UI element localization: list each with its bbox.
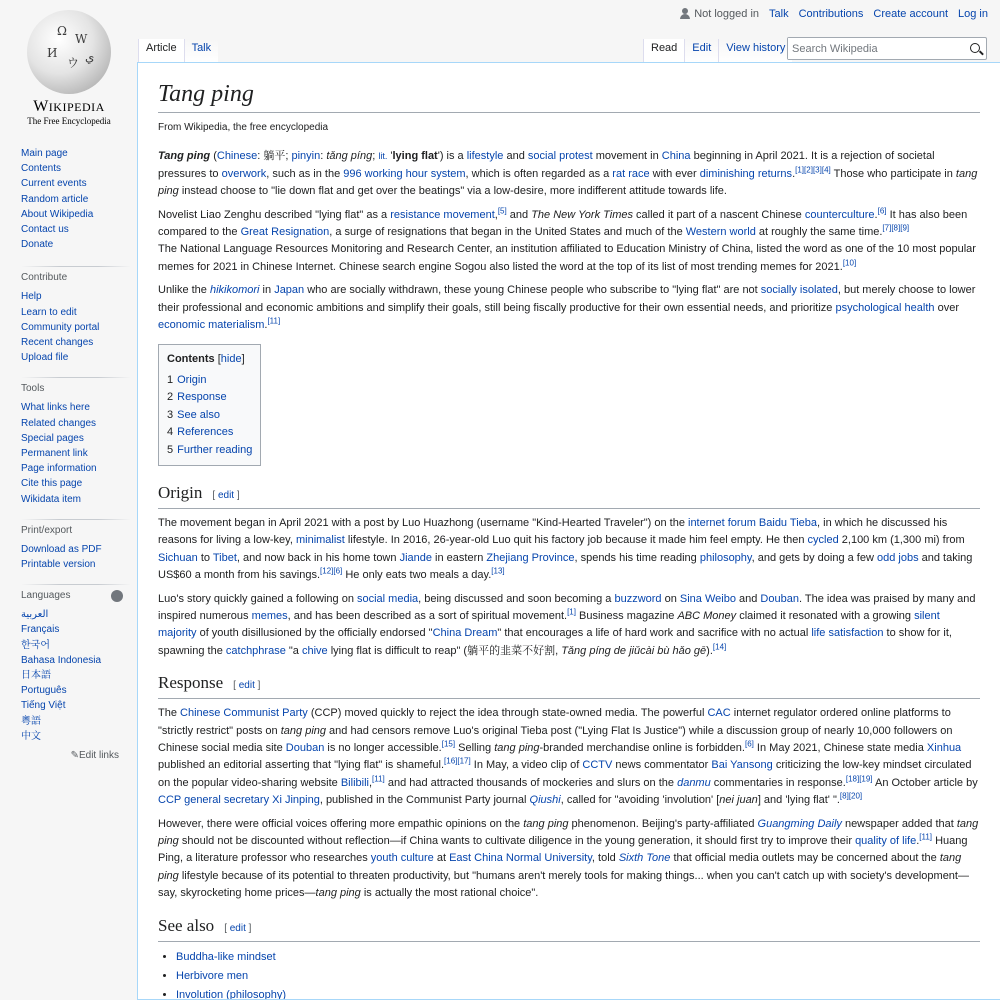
puzzle-globe-icon: Ω W И ウ ي [27,10,111,94]
languages-portal [21,590,131,761]
article-content [137,62,1000,1000]
sidebar-item-random-article[interactable]: Random article [21,193,89,205]
sidebar-item-contact[interactable]: Contact us [21,224,69,236]
toc-number: 1 [167,373,174,386]
link-xi-jinping[interactable]: CCP general secretary Xi Jinping [158,794,320,807]
tools-heading: Tools [21,383,45,395]
tab-read[interactable] [643,39,684,62]
see-also-link[interactable]: Involution (philosophy) [176,988,287,1000]
sidebar-item-main-page[interactable]: Main page [21,148,68,159]
section-title: See also [158,915,215,935]
toc-link-further-reading[interactable]: Further reading [177,443,253,456]
section-title: Origin [158,482,203,502]
link-psychological-health[interactable]: psychological health [835,301,935,314]
see-also-link[interactable]: Herbivore men [176,969,249,982]
toc-item[interactable] [167,407,252,424]
link-great-resignation[interactable]: Great Resignation [240,226,330,239]
link-qiushi[interactable]: Qiushi [529,794,561,807]
contribute-portal [21,272,131,365]
citation[interactable]: [6] [333,566,343,576]
search-icon[interactable] [970,43,980,53]
view-tabs [643,39,792,62]
origin-paragraph-1: The movement began in April 2021 with a post by Luo Huazhong (username "Kind-Hearted Traveler") on the internet forum Baidu Tieba, in which he discussed his reasons for living a low-key, minimalist lifestyle. In 2016, 26-year-old Luo quit his factory job because it made him feel empty. He then cycled 2,100 km (1,300 mi) from Sichuan to Tibet, and now back in his home town Jiande in eastern Zhejiang Province, spends his time reading philosophy, and gets by doing a few odd jobs and taking US$60 a month from his savings.[12][6] He only eats two meals a day.[13] [158,516,973,582]
link-catchphrase[interactable]: catchphrase [225,644,286,657]
list-item [176,967,980,986]
citation[interactable]: [2] [804,165,813,175]
link-diminishing-returns[interactable]: diminishing returns [699,167,793,180]
tab-talk-label: Talk [191,42,212,54]
sidebar-item-lang-fr[interactable]: Français [21,624,60,636]
toc-title: Contents [hide] [167,353,245,366]
sidebar-item-lang-ja[interactable]: 日本語 [21,670,51,682]
page-title: Tang ping [158,78,980,113]
section-heading-origin: Origin [ edit ] [158,482,980,509]
list-item [176,948,980,967]
sidebar-item-lang-pt[interactable]: Português [21,685,67,697]
sidebar-item-lang-vi[interactable]: Tiếng Việt [21,700,66,712]
link-sina-weibo[interactable]: Sina Weibo [679,592,736,605]
citation[interactable]: [8] [891,223,901,233]
link-overwork[interactable]: overwork [221,167,267,180]
print-heading: Print/export [21,524,73,536]
intro-paragraph-1: Tang ping (Chinese: 躺平; pinyin: tǎng píng; lit. 'lying flat') is a lifestyle and social protest movement in China beginning in April 2021. It is a rejection of societal pressures to overwork, such as in the 996 working hour system, which is often regarded as a rat race with ever diminishing returns.[1][2][3][4] Those who participate in tang ping instead choose to "lie down flat and get over the beatings" via a low-desire, more indifferent attitude towards life. [158,150,978,198]
tab-article[interactable] [138,39,184,62]
link-baidu-tieba[interactable]: internet forum Baidu Tieba [688,516,818,529]
link-pinyin[interactable]: pinyin [291,150,321,163]
link-counterculture[interactable]: counterculture [804,208,875,221]
link-silent-majority[interactable]: silent majority [158,609,940,640]
edit-links-link[interactable]: ✎Edit links [70,750,119,762]
sidebar-item-lang-ko[interactable]: 한국어 [21,639,50,651]
sidebar-item-permanent-link[interactable]: Permanent link [21,448,88,460]
sidebar-item-lang-id[interactable]: Bahasa Indonesia [21,654,102,666]
wikipedia-logo[interactable] [14,10,124,126]
link-sichuan[interactable]: Sichuan [158,551,198,564]
citation[interactable]: [17] [457,756,471,766]
tools-portal [21,383,131,506]
toc-item[interactable] [167,442,252,459]
link-sixth-tone[interactable]: Sixth Tone [618,852,671,865]
response-paragraph-1: The Chinese Communist Party (CCP) moved quickly to reject the idea through state-owned media. The powerful CAC internet regulator ordered online platforms to "strictly restrict" posts on tang ping and had censors remove Luo's original Tieba post ("Lying Flat Is Justice") while a discussion group of nearly 10,000 followers on Chinese social media site Douban is no longer accessible.[15] Selling tang ping-branded merchandise online is forbidden.[6] In May 2021, Chinese state media Xinhua published an editorial asserting that "lying flat" is shameful.[16][17] In May, a video clip of CCTV news commentator Bai Yansong criticizing the low-key mindset circulated on the popular video-sharing website Bilibili,[11] and had attracted thousands of mockeries and slurs on the danmu commentaries in response.[18][19] An October article by CCP general secretary Xi Jinping, published in the Communist Party journal Qiushi, called for "avoiding 'involution' [nei juan] and 'lying flat' ".[8][20] [158,707,978,807]
link-life-satisfaction[interactable]: life satisfaction [811,627,884,640]
link-lifestyle[interactable]: lifestyle [466,150,504,163]
citation[interactable]: [11] [267,316,281,326]
intro-paragraph-2: Novelist Liao Zenghu described "lying flat" as a resistance movement,[5] and The New York Times called it part of a nascent Chinese counterculture.[6] It has also been compared to the Great Resignation, a surge of resignations that began in the United States and much of the Western world at roughly the same time.[7][8][9] [158,205,968,239]
sidebar-item-lang-zh[interactable]: 中文 [21,730,41,742]
link-social-media[interactable]: social media [357,592,419,605]
sidebar-item-current-events[interactable]: Current events [21,178,87,190]
tab-talk[interactable] [184,39,219,62]
origin-paragraph-2: Luo's story quickly gained a following on social media, being discussed and soon becoming a buzzword on Sina Weibo and Douban. The idea was praised by many and inspired numerous memes, and has been described as a sort of spiritual movement.[1] Business magazine ABC Money claimed it resonated with a growing silent majority of youth disillusioned by the officially endorsed "China Dream" that encourages a life of hard work and sacrifice with no actual life satisfaction to show for it, spawning the catchphrase "a chive lying flat is difficult to reap" (躺平的韭菜不好割, Tǎng píng de jiǔcài bù hǎo gē).[14] [158,592,976,657]
section-edit-link[interactable]: edit [229,922,246,934]
contributions-link[interactable]: Contributions [798,8,864,20]
link-china-dream[interactable]: China Dream [432,627,498,640]
link-chive[interactable]: chive [301,644,328,657]
link-memes[interactable]: memes [251,609,288,622]
intro-paragraph-4: Unlike the hikikomori in Japan who are socially withdrawn, these young Chinese people who subscribe to "lying flat" are not socially isolated, but merely choose to lower their professional and economic ambitions and simplify their goals, still being fiscally productive for their own essential needs, and prioritize psychological health over economic materialism.[11] [158,284,976,332]
link-cctv[interactable]: CCTV [582,759,613,772]
link-ecnu[interactable]: East China Normal University [449,852,592,865]
sidebar-item-donate[interactable]: Donate [21,239,54,251]
link-lit[interactable]: lit. [378,151,388,162]
citation[interactable]: [3] [812,165,822,175]
citation[interactable]: [16] [444,756,458,766]
sidebar-item-contents[interactable]: Contents [21,163,62,175]
toc-link-see-also[interactable]: See also [177,408,220,421]
tagline: The Free Encyclopedia [27,116,111,126]
toc-number: 4 [167,426,174,439]
link-zhejiang[interactable]: Zhejiang Province [486,551,575,564]
toc-number: 5 [167,443,174,456]
citation[interactable]: [18] [845,774,860,784]
sidebar-item-about[interactable]: About Wikipedia [21,208,94,220]
citation[interactable]: [14] [712,642,727,652]
citation[interactable]: [5] [497,205,507,215]
link-bai-yansong[interactable]: Bai Yansong [711,759,773,772]
link-youth-culture[interactable]: youth culture [370,852,434,865]
namespace-tabs [138,39,218,62]
citation[interactable]: [11] [372,774,385,784]
link-resistance-movement[interactable]: resistance movement [390,208,495,221]
link-xinhua[interactable]: Xinhua [926,741,962,754]
link-western-world[interactable]: Western world [685,226,756,239]
toc-item[interactable] [167,389,252,406]
link-philosophy[interactable]: philosophy [699,551,752,564]
print-portal [21,525,131,572]
link-rat-race[interactable]: rat race [612,167,650,180]
link-danmu[interactable]: danmu [677,776,711,789]
section-heading-response: Response [ edit ] [158,672,980,699]
toc-hide-link[interactable]: hide [220,353,242,366]
link-tibet[interactable]: Tibet [212,551,237,564]
search-input[interactable] [788,38,958,59]
toc-link-origin[interactable]: Origin [177,373,207,386]
sidebar-item-cite-this-page[interactable]: Cite this page [21,478,83,490]
citation[interactable]: [20] [848,791,863,801]
link-minimalist[interactable]: minimalist [295,534,345,547]
section-title: Response [158,673,224,693]
personal-tools [680,8,988,20]
sidebar-item-lang-yue[interactable]: 粵語 [21,715,41,727]
see-also-list [158,948,980,1000]
sidebar-item-special-pages[interactable]: Special pages [21,432,84,444]
citation[interactable]: [11] [919,832,933,842]
link-jiande[interactable]: Jiande [399,551,432,564]
toc-link-references[interactable]: References [177,426,234,439]
link-japan[interactable]: Japan [274,284,305,297]
citation[interactable]: [4] [821,165,831,175]
link-douban-2[interactable]: Douban [285,741,325,754]
link-bilibili[interactable]: Bilibili [340,776,369,789]
section-edit-link[interactable]: edit [238,680,255,692]
languages-heading: Languages [21,590,71,602]
link-cycled[interactable]: cycled [807,534,839,547]
link-economic-materialism[interactable]: economic materialism [158,319,265,332]
citation[interactable]: [7] [882,223,892,233]
sidebar-item-community-portal[interactable]: Community portal [21,321,100,333]
citation[interactable]: [19] [859,774,873,784]
citation[interactable]: [10] [842,258,857,268]
wordmark: WIKIPEDIA [33,98,105,115]
sidebar-item-page-information[interactable]: Page information [21,463,97,475]
toc-number: 2 [167,391,174,404]
tab-edit[interactable] [684,39,718,62]
citation[interactable]: [6] [744,739,754,749]
list-item [176,986,980,1000]
toc-item[interactable] [167,372,252,389]
navigation-menu [21,146,131,252]
link-china[interactable]: China [661,150,691,163]
link-chinese[interactable]: Chinese [216,150,258,163]
sidebar [21,146,131,761]
sidebar-item-recent-changes[interactable]: Recent changes [21,337,94,349]
section-edit-link[interactable]: edit [217,489,235,501]
link-socially-isolated[interactable]: socially isolated [760,284,838,297]
sidebar-item-printable-version[interactable]: Printable version [21,559,96,571]
table-of-contents [158,344,261,465]
tab-view-history[interactable] [718,39,792,62]
link-buzzword[interactable]: buzzword [614,592,662,605]
link-odd-jobs[interactable]: odd jobs [876,551,919,564]
response-paragraph-2: However, there were official voices offering more empathic opinions on the tang ping phenomenon. Beijing's party-affiliated Guangming Daily newspaper added that tang ping should not be discounted without reflection—if China wants to cultivate diligence in the young generation, it should first try to improve their quality of life.[11] Huang Ping, a literature professor who researches youth culture at East China Normal University, told Sixth Tone that official media outlets may be concerned about the tang ping lifestyle because of its potential to threaten productivity, but "humans aren't merely tools for making things... when you can't catch up with society's development—say, skyrocketing home prices—tang ping is actually the most rational choice". [158,817,979,900]
sidebar-item-learn-to-edit[interactable]: Learn to edit [21,306,77,318]
contribute-heading: Contribute [21,272,68,284]
sidebar-item-download-pdf[interactable]: Download as PDF [21,543,102,555]
intro-paragraph-3: The National Language Resources Monitoring and Research Center, an institution affiliated to Education Ministry of China, listed the word as one of the 10 most popular memes for 2021 in Chinese Internet. Chinese search engine Sogou also listed the word at the top of its list of most trending memes for 2021.[10] [158,243,976,273]
log-in-link[interactable]: Log in [958,8,988,20]
citation[interactable]: [9] [900,223,910,233]
toc-link-response[interactable]: Response [177,391,227,404]
citation[interactable]: [13] [491,566,505,576]
link-social-protest[interactable]: social protest [527,150,593,163]
tab-edit-label: Edit [692,42,712,54]
citation[interactable]: [6] [877,205,887,215]
link-ccp[interactable]: Chinese Communist Party [180,707,308,720]
toc-number: 3 [167,408,174,421]
toc-heading: Contents [167,353,215,366]
link-guangming-daily[interactable]: Guangming Daily [757,817,842,830]
sidebar-item-what-links-here[interactable]: What links here [21,402,90,414]
citation[interactable]: [15] [441,739,456,749]
not-logged-in-label: Not logged in [694,8,760,20]
talk-link[interactable]: Talk [769,8,789,20]
citation[interactable]: [8] [839,791,849,801]
link-douban[interactable]: Douban [760,592,799,605]
sidebar-item-help[interactable]: Help [21,291,42,303]
tab-article-label: Article [146,42,177,54]
citation[interactable]: [12] [320,566,334,576]
user-icon [680,8,690,20]
link-996[interactable]: 996 working hour system [343,167,466,180]
link-hikikomori[interactable]: hikikomori [209,284,260,297]
toc-item[interactable] [167,424,252,441]
sidebar-item-related-changes[interactable]: Related changes [21,417,97,429]
section-heading-see-also: See also [ edit ] [158,915,980,942]
site-subtitle: From Wikipedia, the free encyclopedia [158,122,329,133]
create-account-link[interactable]: Create account [873,8,949,20]
search-box [787,37,987,60]
sidebar-item-upload-file[interactable]: Upload file [21,352,69,364]
sidebar-item-lang-ar[interactable]: العربية [21,609,49,621]
link-quality-of-life[interactable]: quality of life [855,835,917,847]
sidebar-item-wikidata-item[interactable]: Wikidata item [21,493,82,505]
tab-view-history-label: View history [726,42,786,54]
citation[interactable]: [1] [567,607,576,617]
tab-read-label: Read [651,42,678,54]
link-cac[interactable]: CAC [707,707,731,720]
citation[interactable]: [1] [795,165,805,175]
see-also-link[interactable]: Buddha-like mindset [176,950,276,963]
